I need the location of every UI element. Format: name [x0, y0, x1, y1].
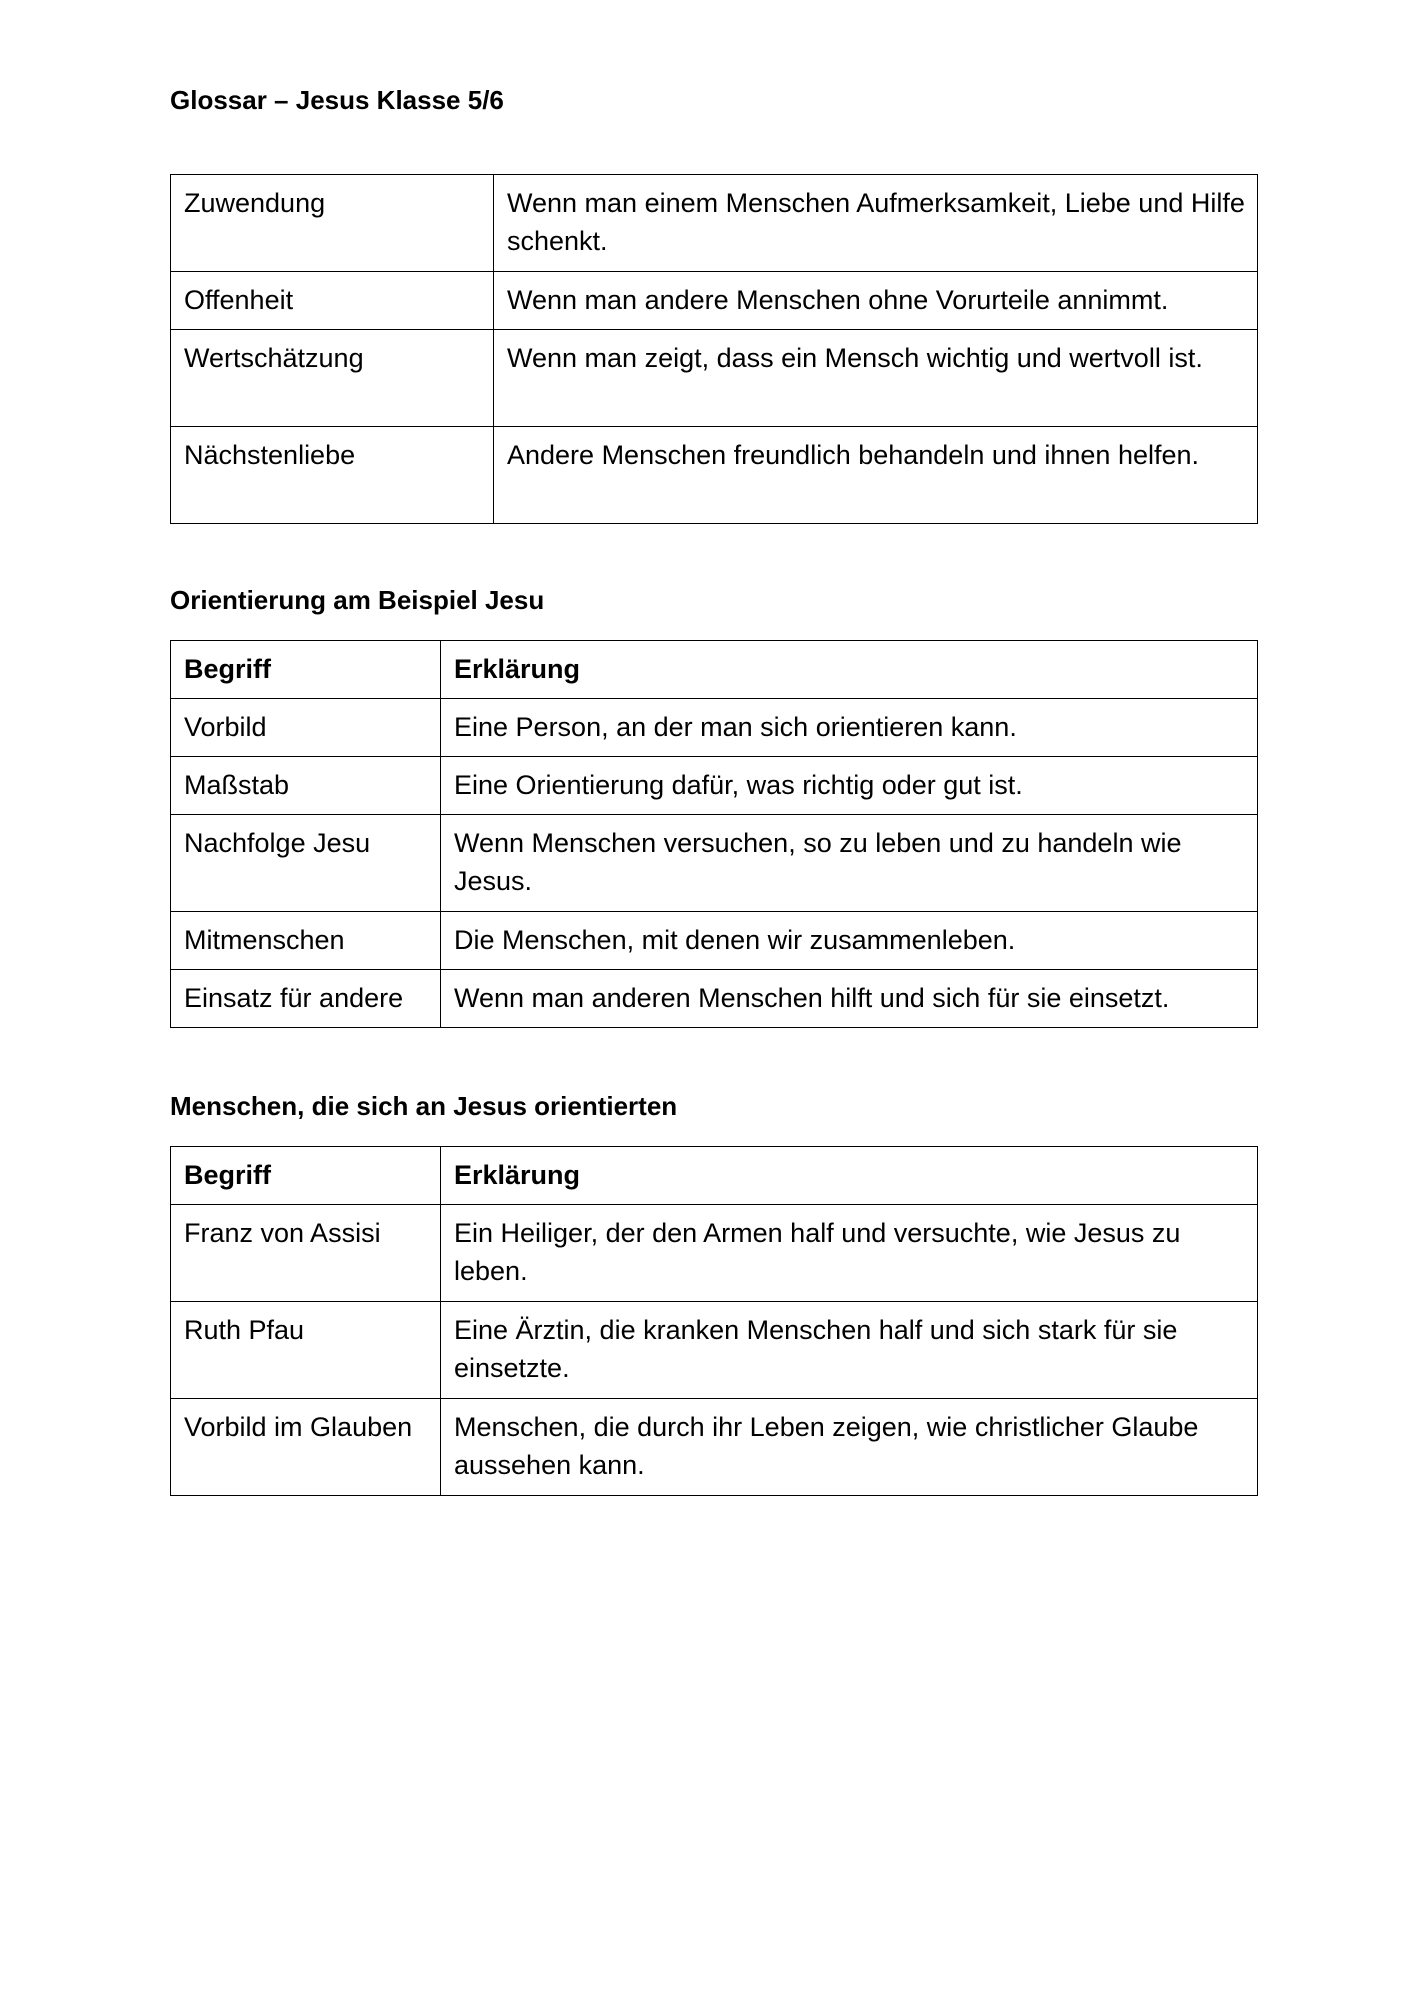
table-row [171, 815, 1258, 912]
definition-cell: Menschen, die durch ihr Leben zeigen, wie christlicher Glaube aussehen kann. [441, 1399, 1258, 1496]
term-cell: Offenheit [171, 272, 494, 330]
term-cell: Vorbild im Glauben [171, 1399, 441, 1496]
definition-cell: Die Menschen, mit denen wir zusammenleben. [441, 912, 1258, 970]
document-title: Glossar – Jesus Klasse 5/6 [170, 85, 504, 115]
section-heading-orientation: Orientierung am Beispiel Jesu [170, 585, 545, 615]
definition-cell: Ein Heiliger, der den Armen half und versuchte, wie Jesus zu leben. [441, 1205, 1258, 1302]
definition-cell: Wenn man einem Menschen Aufmerksamkeit, Liebe und Hilfe schenkt. [494, 175, 1258, 272]
column-header-term: Begriff [171, 641, 441, 699]
definition-cell: Eine Ärztin, die kranken Menschen half und sich stark für sie einsetzte. [441, 1302, 1258, 1399]
definition-cell: Eine Orientierung dafür, was richtig oder gut ist. [441, 757, 1258, 815]
table-row [171, 1399, 1258, 1496]
column-header-definition: Erklärung [441, 641, 1258, 699]
table-header-row [171, 641, 1258, 699]
table-row [171, 175, 1258, 272]
definition-cell: Eine Person, an der man sich orientieren kann. [441, 699, 1258, 757]
definition-cell: Andere Menschen freundlich behandeln und ihnen helfen. [494, 427, 1258, 524]
table-row [171, 272, 1258, 330]
table-row [171, 699, 1258, 757]
table-row [171, 1302, 1258, 1399]
term-cell: Nächstenliebe [171, 427, 494, 524]
definition-cell: Wenn man andere Menschen ohne Vorurteile annimmt. [494, 272, 1258, 330]
glossary-table-people [170, 1146, 1258, 1496]
glossary-table-values [170, 174, 1258, 524]
term-cell: Wertschätzung [171, 330, 494, 427]
term-cell: Vorbild [171, 699, 441, 757]
table-header-row [171, 1147, 1258, 1205]
table-row [171, 757, 1258, 815]
table-row [171, 912, 1258, 970]
definition-cell: Wenn man anderen Menschen hilft und sich für sie einsetzt. [441, 970, 1258, 1028]
table-row [171, 330, 1258, 427]
term-cell: Zuwendung [171, 175, 494, 272]
term-cell: Franz von Assisi [171, 1205, 441, 1302]
term-cell: Maßstab [171, 757, 441, 815]
term-cell: Ruth Pfau [171, 1302, 441, 1399]
glossary-table-orientation [170, 640, 1258, 1028]
definition-cell: Wenn man zeigt, dass ein Mensch wichtig und wertvoll ist. [494, 330, 1258, 427]
definition-cell: Wenn Menschen versuchen, so zu leben und zu handeln wie Jesus. [441, 815, 1258, 912]
table-row [171, 427, 1258, 524]
column-header-term: Begriff [171, 1147, 441, 1205]
section-heading-people: Menschen, die sich an Jesus orientierten [170, 1091, 678, 1121]
column-header-definition: Erklärung [441, 1147, 1258, 1205]
term-cell: Einsatz für andere [171, 970, 441, 1028]
table-row [171, 1205, 1258, 1302]
table-row [171, 970, 1258, 1028]
term-cell: Mitmenschen [171, 912, 441, 970]
term-cell: Nachfolge Jesu [171, 815, 441, 912]
